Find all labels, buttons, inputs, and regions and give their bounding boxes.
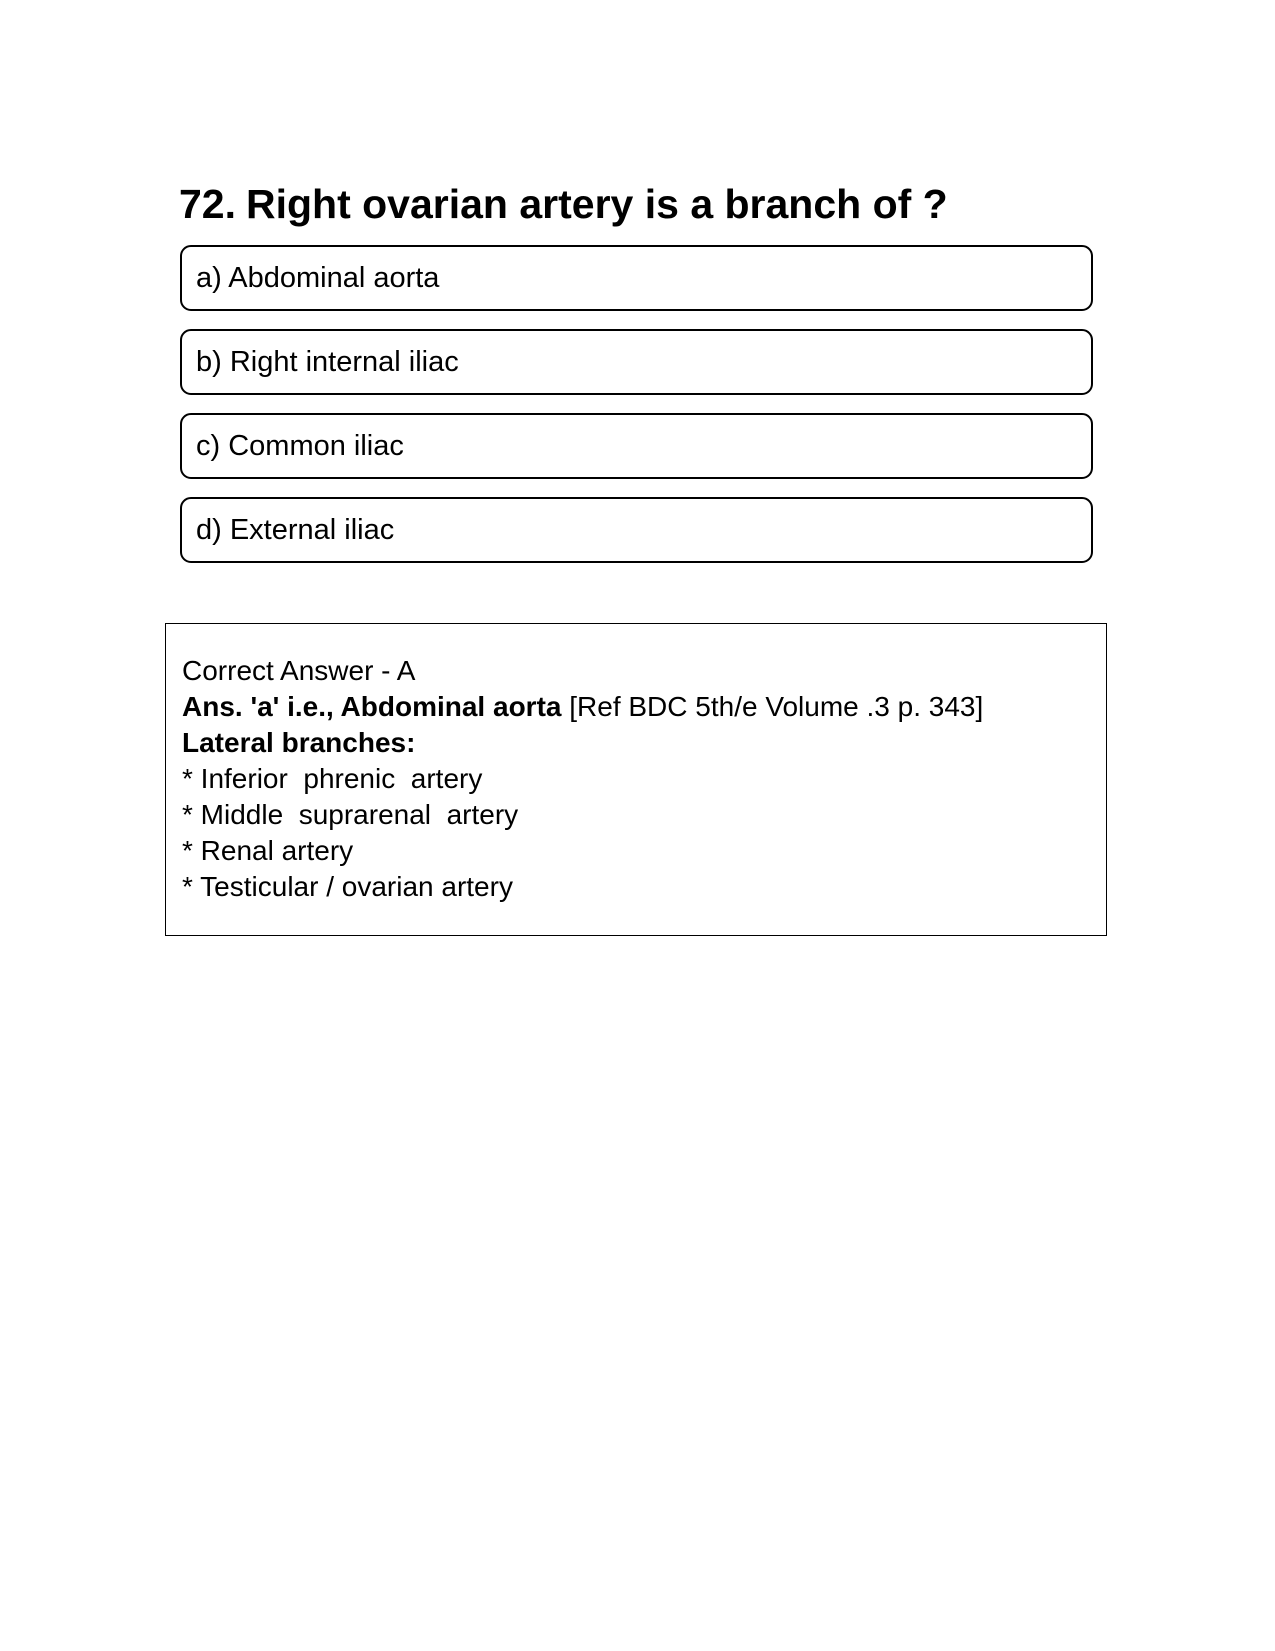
branch-item: * Renal artery: [182, 835, 354, 866]
option-c[interactable]: c) Common iliac: [180, 413, 1093, 479]
answer-detail-line: [182, 689, 1106, 725]
option-d[interactable]: d) External iliac: [180, 497, 1093, 563]
lateral-branches-heading: Lateral branches:: [182, 727, 416, 758]
option-a[interactable]: a) Abdominal aorta: [180, 245, 1093, 311]
answer-reference: [Ref BDC 5th/e Volume .3 p. 343]: [561, 691, 984, 722]
question-heading: [179, 176, 1099, 232]
branch-item: * Middle suprarenal artery: [182, 799, 519, 830]
option-b[interactable]: b) Right internal iliac: [180, 329, 1093, 395]
question-number: 72.: [179, 181, 236, 227]
correct-answer-line: Correct Answer - A: [182, 655, 416, 686]
answer-bold-text: Ans. 'a' i.e., Abdominal aorta: [182, 691, 562, 722]
branch-item: * Testicular / ovarian artery: [182, 871, 513, 902]
branch-item: * Inferior phrenic artery: [182, 763, 483, 794]
question-text: Right ovarian artery is a branch of ?: [246, 181, 948, 227]
answer-explanation-box: [165, 623, 1107, 936]
